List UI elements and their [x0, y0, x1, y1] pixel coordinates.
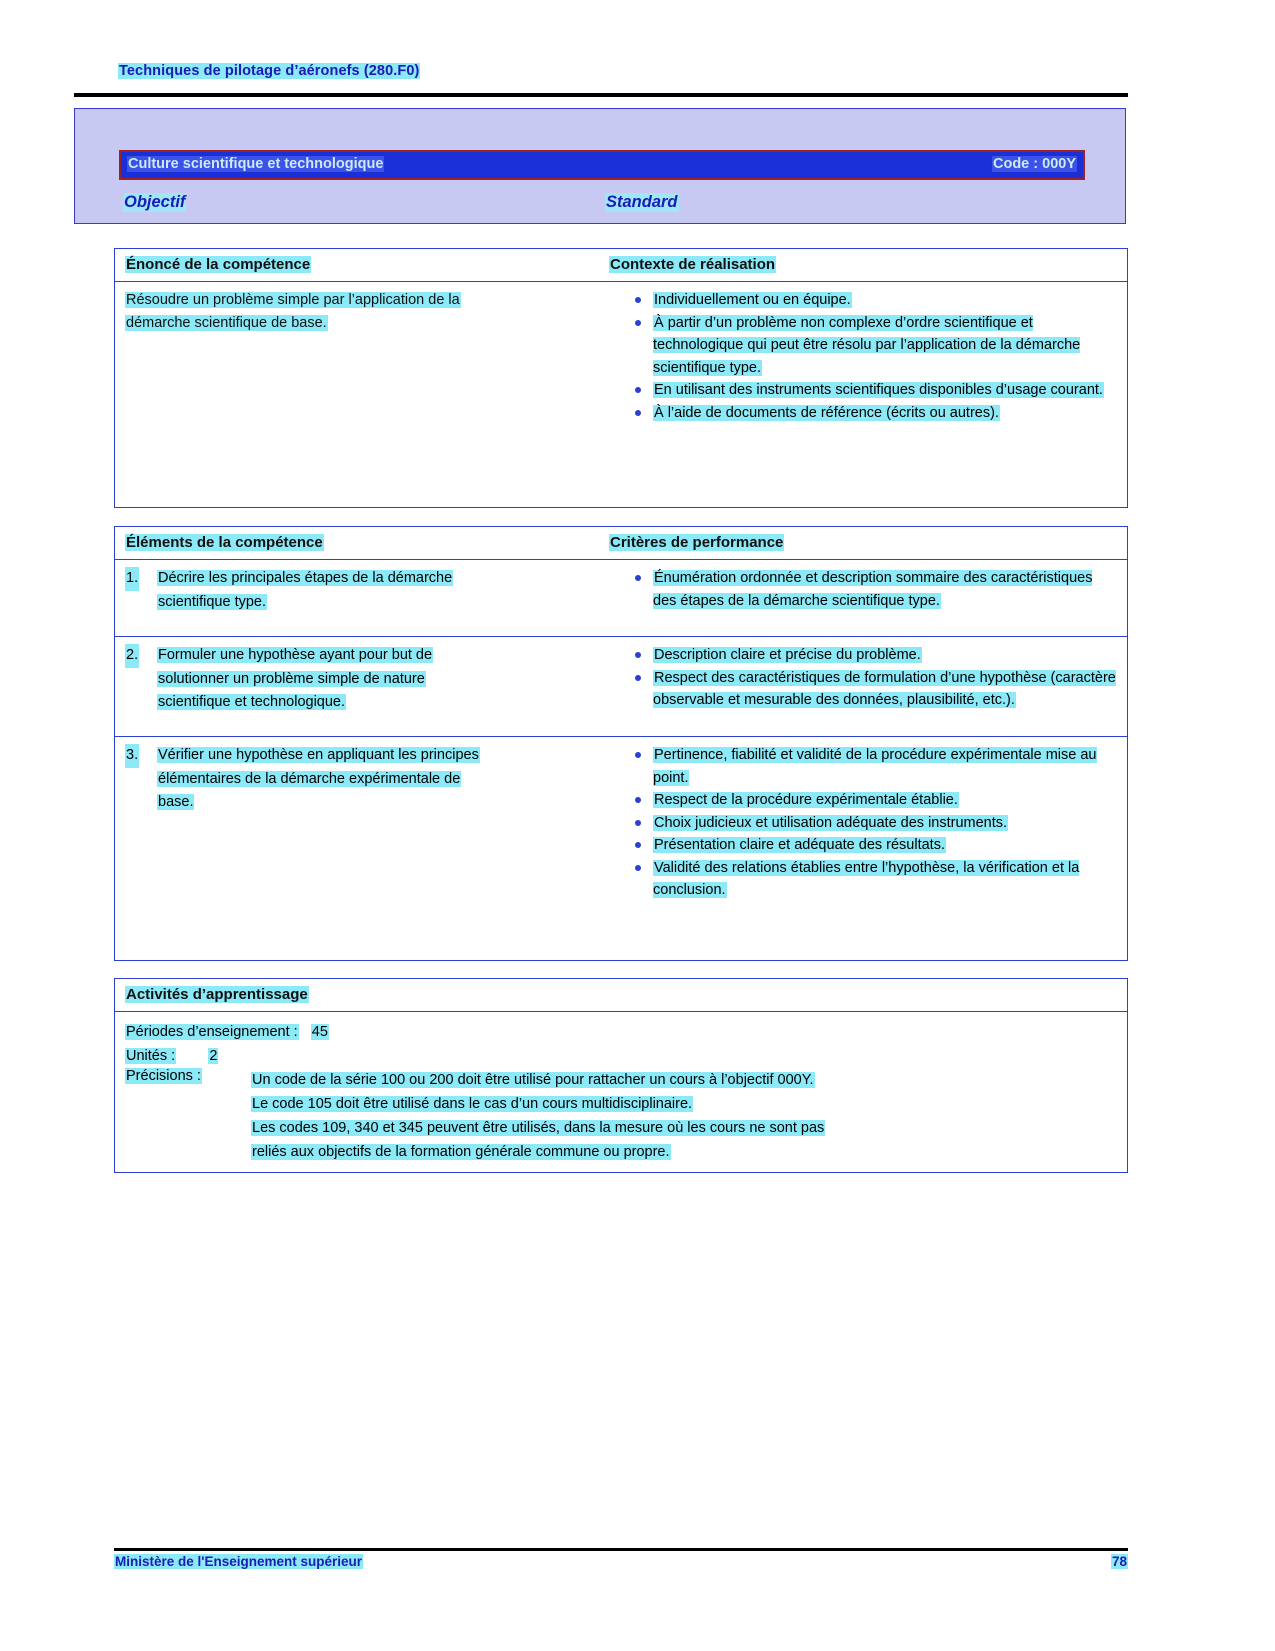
table-row [115, 637, 1127, 737]
learning-activities-box [114, 978, 1128, 1173]
list-item: Description claire et précise du problème. [611, 644, 1117, 667]
bullet-icon [635, 652, 641, 658]
periods-value: 45 [311, 1024, 328, 1040]
list-item: Énumération ordonnée et description sommaire des caractéristiques des étapes de la démarche scientifique type. [611, 567, 1117, 612]
precision-line: reliés aux objectifs de la formation générale commune ou propre. [252, 1144, 670, 1160]
page-number: 78 [1111, 1554, 1127, 1569]
page-header [118, 62, 1128, 80]
element-cell [115, 560, 607, 622]
table-row [115, 737, 1127, 962]
competency-context-cell [611, 282, 1127, 432]
precisions-block [115, 1068, 1127, 1164]
list-item: Respect des caractéristiques de formulation d’une hypothèse (caractère observable et mesurable des données, plausibilité, etc.). [611, 667, 1117, 712]
criteria-cell [611, 560, 1127, 620]
bullet-icon [635, 865, 641, 871]
competency-title: Culture scientifique et technologique [128, 156, 384, 172]
competency-row [115, 282, 1127, 508]
elements-header: Éléments de la compétence [126, 534, 323, 551]
contexte-header: Contexte de réalisation [610, 256, 776, 273]
list-item: Validité des relations établies entre l’hypothèse, la vérification et la conclusion. [611, 857, 1117, 902]
statement-line: démarche scientifique de base. [126, 314, 327, 331]
list-item: 3. Vérifier une hypothèse en appliquant les principes élémentaires de la démarche expérimentale de base. [125, 744, 595, 815]
units-line [115, 1044, 1127, 1068]
list-item: 1. Décrire les principales étapes de la démarche scientifique type. [125, 567, 595, 614]
element-numbered-item [125, 644, 595, 715]
bullet-icon [635, 820, 641, 826]
context-bullet-list [611, 289, 1117, 424]
bullet-icon [635, 320, 641, 326]
element-cell [115, 637, 607, 723]
periods-line [115, 1020, 1127, 1044]
header-rule [74, 93, 1128, 97]
footer-rule [114, 1548, 1128, 1551]
criteria-header: Critères de performance [610, 534, 784, 551]
criteria-bullet-list [611, 744, 1117, 902]
list-item: 2. Formuler une hypothèse ayant pour but de solutionner un problème simple de nature scientifique et technologique. [125, 644, 595, 715]
competency-statement-cell [115, 282, 607, 342]
precision-line: Les codes 109, 340 et 345 peuvent être utilisés, dans la mesure où les cours ne sont pas [252, 1120, 825, 1136]
elements-box-header [115, 527, 1127, 560]
standard-label: Standard [606, 193, 678, 211]
list-item: À partir d’un problème non complexe d’ordre scientifique et technologique qui peut être résolu par l’application de la démarche scientifique type. [611, 312, 1117, 380]
activities-body [115, 1012, 1127, 1164]
competency-title-band [74, 108, 1126, 224]
precision-line: Le code 105 doit être utilisé dans le cas d’un cours multidisciplinaire. [252, 1096, 693, 1112]
list-item: Choix judicieux et utilisation adéquate des instruments. [611, 812, 1117, 835]
elements-criteria-box [114, 526, 1128, 961]
list-item: Présentation claire et adéquate des résultats. [611, 834, 1117, 857]
program-title: Techniques de pilotage d’aéronefs (280.F0) [119, 63, 420, 79]
list-item: En utilisant des instruments scientifiques disponibles d’usage courant. [611, 379, 1117, 402]
element-cell [115, 737, 607, 823]
bullet-icon [635, 387, 641, 393]
competency-box-header [115, 249, 1127, 282]
objectif-label: Objectif [124, 193, 186, 211]
criteria-cell [611, 737, 1127, 910]
band-subheadings [123, 193, 1083, 215]
periods-label: Périodes d’enseignement : [126, 1024, 298, 1040]
bullet-icon [635, 675, 641, 681]
bullet-icon [635, 297, 641, 303]
activities-header: Activités d’apprentissage [126, 986, 308, 1003]
competency-title-bar [119, 150, 1085, 180]
criteria-cell [611, 637, 1127, 720]
table-row [115, 560, 1127, 637]
statement-line: Résoudre un problème simple par l’application de la [126, 292, 460, 308]
enonce-header: Énoncé de la compétence [126, 256, 311, 273]
precisions-lines [251, 1068, 1127, 1164]
criteria-bullet-list [611, 644, 1117, 712]
precision-line: Un code de la série 100 ou 200 doit être utilisé pour rattacher un cours à l’objectif 000Y. [252, 1072, 814, 1088]
units-value: 2 [209, 1048, 218, 1064]
bullet-icon [635, 797, 641, 803]
competency-statement-box [114, 248, 1128, 508]
element-numbered-item [125, 744, 595, 815]
bullet-icon [635, 575, 641, 581]
list-item: À l’aide de documents de référence (écrits ou autres). [611, 402, 1117, 425]
competency-code: Code : 000Y [993, 156, 1076, 172]
criteria-bullet-list [611, 567, 1117, 612]
list-item: Individuellement ou en équipe. [611, 289, 1117, 312]
bullet-icon [635, 842, 641, 848]
bullet-icon [635, 752, 641, 758]
precisions-label: Précisions : [126, 1068, 201, 1084]
ministry-name: Ministère de l'Enseignement supérieur [115, 1554, 363, 1569]
units-label: Unités : [126, 1048, 176, 1064]
list-item: Pertinence, fiabilité et validité de la procédure expérimentale mise au point. [611, 744, 1117, 789]
activities-box-header [115, 979, 1127, 1012]
bullet-icon [635, 410, 641, 416]
element-numbered-item [125, 567, 595, 614]
page-footer [114, 1554, 1128, 1576]
list-item: Respect de la procédure expérimentale établie. [611, 789, 1117, 812]
